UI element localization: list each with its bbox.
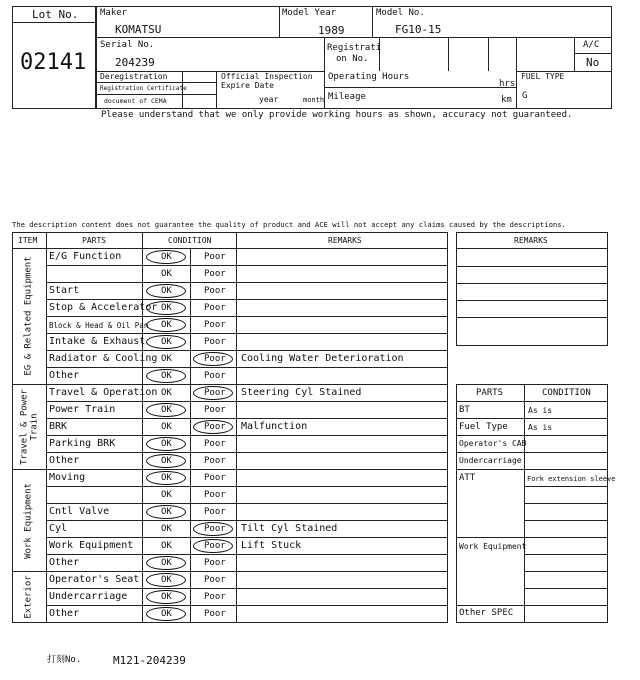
- ok-circle-mark: [146, 573, 186, 587]
- model-year-value: 1989: [318, 24, 345, 37]
- hours-notice: Please understand that we only provide working hours as shown, accuracy not guaranteed.: [101, 110, 573, 120]
- condition-ok: OK: [161, 354, 172, 364]
- condition-ok: OK: [161, 388, 172, 398]
- ok-circle-mark: [146, 505, 186, 519]
- condition-poor: Poor: [204, 422, 226, 432]
- part-name: Block & Head & Oil Pan: [49, 321, 149, 330]
- spec-col-condition: CONDITION: [542, 388, 591, 398]
- poor-circle-mark: [193, 352, 233, 366]
- fuel-type-value: G: [522, 91, 528, 101]
- ok-circle-mark: [146, 284, 186, 298]
- part-name: Parking BRK: [49, 438, 116, 449]
- part-name: Radiator & Cooling: [49, 353, 158, 364]
- spec-col-parts: PARTS: [476, 388, 504, 398]
- spec-cab-label: Operator's CAB: [459, 439, 527, 448]
- remark-text: Malfunction: [241, 421, 308, 432]
- condition-poor: Poor: [204, 456, 226, 466]
- condition-ok: OK: [161, 524, 172, 534]
- model-no-label: Model No.: [376, 8, 425, 18]
- poor-circle-mark: [193, 386, 233, 400]
- spec-work-equipment-label: Work Equipment: [459, 542, 527, 551]
- ac-value: No: [586, 56, 600, 69]
- registration-no-label: Registrati: [327, 43, 382, 53]
- registration-certificate-label: Registration Certificate: [100, 85, 187, 92]
- lot-no-label: Lot No.: [32, 8, 79, 21]
- serial-no-value: 204239: [115, 56, 155, 69]
- condition-ok: OK: [161, 252, 172, 262]
- lot-no: 02141: [20, 50, 87, 75]
- condition-poor: Poor: [204, 303, 226, 313]
- part-name: Moving: [49, 472, 86, 483]
- group-label-work: Work Equipment: [23, 483, 34, 559]
- maker-label: Maker: [100, 8, 128, 18]
- condition-ok: OK: [161, 456, 172, 466]
- condition-poor: Poor: [204, 524, 226, 534]
- part-name: Power Train: [49, 404, 116, 415]
- condition-ok: OK: [161, 558, 172, 568]
- condition-poor: Poor: [204, 541, 226, 551]
- condition-poor: Poor: [204, 286, 226, 296]
- cema-label: document of CEMA: [104, 97, 167, 105]
- condition-ok: OK: [161, 439, 172, 449]
- condition-ok: OK: [161, 371, 172, 381]
- deregistration-label: Deregistration: [100, 72, 168, 81]
- part-name: Work Equipment: [49, 540, 134, 551]
- ok-circle-mark: [146, 556, 186, 570]
- condition-poor: Poor: [204, 388, 226, 398]
- spec-bt-value: As is: [528, 406, 553, 415]
- condition-poor: Poor: [204, 507, 226, 517]
- column-header-item: ITEM: [18, 236, 38, 245]
- poor-circle-mark: [193, 539, 233, 553]
- column-header-condition: CONDITION: [168, 236, 212, 245]
- condition-poor: Poor: [204, 337, 226, 347]
- model-year-label: Model Year: [282, 8, 337, 18]
- spec-att-label: ATT: [459, 473, 476, 483]
- part-name: BRK: [49, 421, 68, 432]
- condition-poor: Poor: [204, 439, 226, 449]
- spec-fuel-value: As is: [528, 423, 553, 432]
- ok-circle-mark: [146, 590, 186, 604]
- condition-ok: OK: [161, 422, 172, 432]
- part-name: Cyl: [49, 523, 68, 534]
- part-name: Cntl Valve: [49, 506, 110, 517]
- condition-poor: Poor: [204, 269, 226, 279]
- column-header-remarks: REMARKS: [328, 236, 362, 245]
- month-label: month: [303, 96, 325, 104]
- condition-ok: OK: [161, 575, 172, 585]
- description-notice: The description content does not guarantee the quality of product and ACE will not accept any claims caused by the descriptions.: [12, 220, 566, 229]
- fuel-type-label: FUEL TYPE: [521, 72, 565, 81]
- condition-poor: Poor: [204, 320, 226, 330]
- remark-text: Tilt Cyl Stained: [241, 523, 338, 534]
- model-no-value: FG10-15: [395, 23, 442, 36]
- mileage-label: Mileage: [328, 92, 366, 102]
- spec-undercarriage-label: Undercarriage: [459, 456, 522, 465]
- condition-poor: Poor: [204, 609, 226, 619]
- remark-text: Lift Stuck: [241, 540, 302, 551]
- part-name: Stop & Accelerator: [49, 302, 158, 313]
- part-name: Other: [49, 557, 80, 568]
- part-name: Start: [49, 285, 80, 296]
- condition-poor: Poor: [204, 371, 226, 381]
- condition-ok: OK: [161, 337, 172, 347]
- spec-fuel-label: Fuel Type: [459, 422, 508, 432]
- condition-ok: OK: [161, 269, 172, 279]
- spec-bt-label: BT: [459, 405, 470, 415]
- condition-poor: Poor: [204, 405, 226, 415]
- part-name: Operator's Seat: [49, 574, 140, 585]
- condition-ok: OK: [161, 592, 172, 602]
- part-name: Other: [49, 455, 80, 466]
- km-label: km: [501, 95, 512, 105]
- ok-circle-mark: [146, 318, 186, 332]
- condition-ok: OK: [161, 609, 172, 619]
- ok-circle-mark: [146, 369, 186, 383]
- poor-circle-mark: [193, 522, 233, 536]
- condition-poor: Poor: [204, 252, 226, 262]
- ok-circle-mark: [146, 471, 186, 485]
- condition-ok: OK: [161, 541, 172, 551]
- spec-other-label: Other SPEC: [459, 608, 514, 618]
- part-name: Travel & Operation: [49, 387, 158, 398]
- condition-ok: OK: [161, 405, 172, 415]
- registration-no-label-2: on No.: [336, 54, 369, 64]
- ok-circle-mark: [146, 335, 186, 349]
- part-name: E/G Function: [49, 251, 122, 262]
- group-label-travel: Travel & Power: [19, 389, 30, 465]
- group-label-travel-2: Train: [29, 413, 40, 441]
- ok-circle-mark: [146, 250, 186, 264]
- condition-poor: Poor: [204, 558, 226, 568]
- ok-circle-mark: [146, 454, 186, 468]
- remark-text: Cooling Water Deterioration: [241, 353, 404, 364]
- stamp-label: 打刻No.: [47, 655, 82, 665]
- serial-no-label: Serial No.: [100, 40, 155, 50]
- hrs-label: hrs: [499, 79, 516, 89]
- condition-ok: OK: [161, 490, 172, 500]
- part-name: Intake & Exhaust: [49, 336, 146, 347]
- remark-text: Steering Cyl Stained: [241, 387, 362, 398]
- stamp-value: M121-204239: [113, 654, 186, 667]
- condition-poor: Poor: [204, 473, 226, 483]
- ok-circle-mark: [146, 403, 186, 417]
- inspection-label-2: Expire Date: [221, 81, 274, 90]
- part-name: Other: [49, 608, 80, 619]
- extra-remarks-title: REMARKS: [514, 236, 548, 245]
- ok-circle-mark: [146, 301, 186, 315]
- year-label: year: [259, 95, 279, 104]
- condition-ok: OK: [161, 286, 172, 296]
- poor-circle-mark: [193, 420, 233, 434]
- inspection-label: Official Inspection: [221, 72, 313, 81]
- condition-ok: OK: [161, 303, 172, 313]
- condition-ok: OK: [161, 507, 172, 517]
- part-name: Other: [49, 370, 80, 381]
- spec-att-value: Fork extension sleeve: [527, 475, 616, 483]
- operating-hours-label: Operating Hours: [328, 72, 410, 82]
- column-header-parts: PARTS: [82, 236, 107, 245]
- condition-poor: Poor: [204, 575, 226, 585]
- condition-ok: OK: [161, 473, 172, 483]
- ac-label: A/C: [583, 40, 600, 50]
- condition-poor: Poor: [204, 490, 226, 500]
- group-label-eg: EG & Related Equipment: [23, 256, 34, 376]
- condition-poor: Poor: [204, 592, 226, 602]
- ok-circle-mark: [146, 607, 186, 621]
- condition-poor: Poor: [204, 354, 226, 364]
- maker-value: KOMATSU: [115, 23, 162, 36]
- condition-ok: OK: [161, 320, 172, 330]
- part-name: Undercarriage: [49, 591, 128, 602]
- group-label-exterior: Exterior: [23, 575, 34, 619]
- ok-circle-mark: [146, 437, 186, 451]
